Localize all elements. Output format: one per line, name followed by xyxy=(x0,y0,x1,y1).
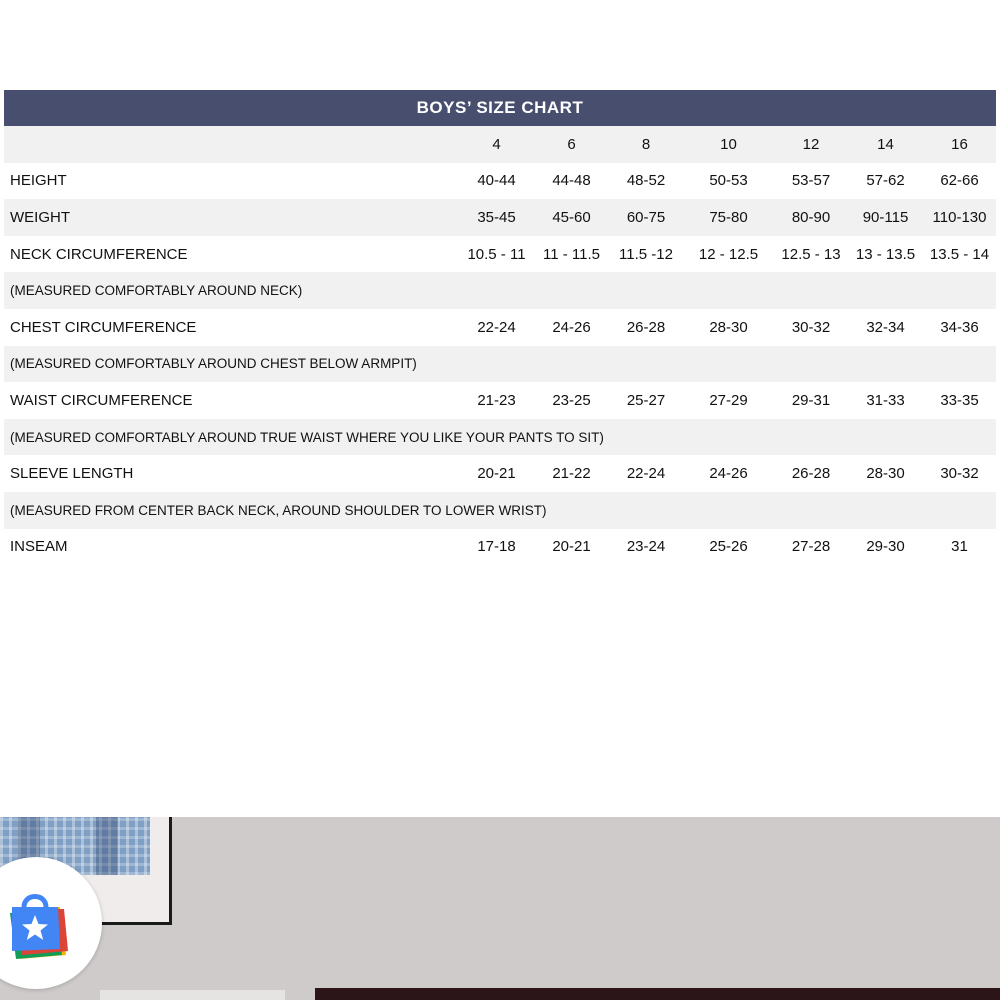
table-cell: 21-22 xyxy=(534,455,609,492)
table-cell: 28-30 xyxy=(848,455,923,492)
table-row-height xyxy=(4,163,996,200)
row-note: (MEASURED COMFORTABLY AROUND NECK) xyxy=(4,272,996,309)
table-cell: 34-36 xyxy=(923,309,996,346)
table-cell: 62-66 xyxy=(923,163,996,200)
table-cell: 26-28 xyxy=(774,455,848,492)
table-cell: 25-26 xyxy=(683,529,774,566)
table-row-weight xyxy=(4,199,996,236)
row-label: CHEST CIRCUMFERENCE xyxy=(4,309,459,346)
table-cell: 11.5 -12 xyxy=(609,236,683,273)
table-cell: 53-57 xyxy=(774,163,848,200)
table-cell: 12.5 - 13 xyxy=(774,236,848,273)
table-cell: 24-26 xyxy=(683,455,774,492)
size-header-cell: 4 xyxy=(459,126,534,163)
table-cell: 75-80 xyxy=(683,199,774,236)
table-cell: 12 - 12.5 xyxy=(683,236,774,273)
size-header-cell: 14 xyxy=(848,126,923,163)
table-cell: 40-44 xyxy=(459,163,534,200)
table-cell: 21-23 xyxy=(459,382,534,419)
chart-title: BOYS’ SIZE CHART xyxy=(416,98,584,117)
row-label: SLEEVE LENGTH xyxy=(4,455,459,492)
table-cell: 13 - 13.5 xyxy=(848,236,923,273)
table-cell: 31 xyxy=(923,529,996,566)
table-cell: 45-60 xyxy=(534,199,609,236)
size-table xyxy=(4,126,996,565)
table-cell: 24-26 xyxy=(534,309,609,346)
table-cell: 32-34 xyxy=(848,309,923,346)
row-label: NECK CIRCUMFERENCE xyxy=(4,236,459,273)
table-cell: 30-32 xyxy=(923,455,996,492)
table-row-neck-note xyxy=(4,272,996,309)
table-cell: 60-75 xyxy=(609,199,683,236)
chart-title-bar xyxy=(4,90,996,126)
table-cell: 90-115 xyxy=(848,199,923,236)
table-cell: 22-24 xyxy=(459,309,534,346)
table-cell: 23-24 xyxy=(609,529,683,566)
row-note: (MEASURED COMFORTABLY AROUND TRUE WAIST WHERE YOU LIKE YOUR PANTS TO SIT) xyxy=(4,419,996,456)
footer-area xyxy=(0,817,1000,1000)
table-cell: 10.5 - 11 xyxy=(459,236,534,273)
table-cell: 27-28 xyxy=(774,529,848,566)
size-header-row xyxy=(4,126,996,163)
table-cell: 11 - 11.5 xyxy=(534,236,609,273)
table-cell: 29-31 xyxy=(774,382,848,419)
table-row-sleeve-note xyxy=(4,492,996,529)
table-cell: 29-30 xyxy=(848,529,923,566)
table-cell: 31-33 xyxy=(848,382,923,419)
row-label: WEIGHT xyxy=(4,199,459,236)
table-cell: 80-90 xyxy=(774,199,848,236)
row-label: WAIST CIRCUMFERENCE xyxy=(4,382,459,419)
size-header-cell: 10 xyxy=(683,126,774,163)
size-header-cell: 12 xyxy=(774,126,848,163)
table-cell: 110-130 xyxy=(923,199,996,236)
table-row-chest xyxy=(4,309,996,346)
size-header-cell: 6 xyxy=(534,126,609,163)
table-cell: 27-29 xyxy=(683,382,774,419)
bottom-strip xyxy=(100,990,285,1000)
table-cell: 17-18 xyxy=(459,529,534,566)
size-header-cell: 16 xyxy=(923,126,996,163)
table-cell: 35-45 xyxy=(459,199,534,236)
table-cell: 50-53 xyxy=(683,163,774,200)
table-row-waist xyxy=(4,382,996,419)
table-cell: 57-62 xyxy=(848,163,923,200)
table-cell: 23-25 xyxy=(534,382,609,419)
table-cell: 20-21 xyxy=(534,529,609,566)
shopping-bag-star-icon xyxy=(0,885,80,965)
bottom-dark-bar xyxy=(315,988,1000,1000)
table-cell: 22-24 xyxy=(609,455,683,492)
table-cell: 48-52 xyxy=(609,163,683,200)
row-label: INSEAM xyxy=(4,529,459,566)
row-note: (MEASURED COMFORTABLY AROUND CHEST BELOW ARMPIT) xyxy=(4,346,996,383)
table-row-sleeve xyxy=(4,455,996,492)
table-cell: 44-48 xyxy=(534,163,609,200)
size-header-cell: 8 xyxy=(609,126,683,163)
table-cell: 30-32 xyxy=(774,309,848,346)
table-cell: 28-30 xyxy=(683,309,774,346)
table-cell: 13.5 - 14 xyxy=(923,236,996,273)
table-cell: 25-27 xyxy=(609,382,683,419)
table-row-chest-note xyxy=(4,346,996,383)
row-note: (MEASURED FROM CENTER BACK NECK, AROUND SHOULDER TO LOWER WRIST) xyxy=(4,492,996,529)
row-label: HEIGHT xyxy=(4,163,459,200)
size-chart xyxy=(4,90,996,565)
table-row-waist-note xyxy=(4,419,996,456)
size-header-label xyxy=(4,126,459,163)
table-row-inseam xyxy=(4,529,996,566)
table-cell: 26-28 xyxy=(609,309,683,346)
table-cell: 33-35 xyxy=(923,382,996,419)
table-cell: 20-21 xyxy=(459,455,534,492)
shirt-fold-shade xyxy=(96,817,118,875)
table-row-neck xyxy=(4,236,996,273)
